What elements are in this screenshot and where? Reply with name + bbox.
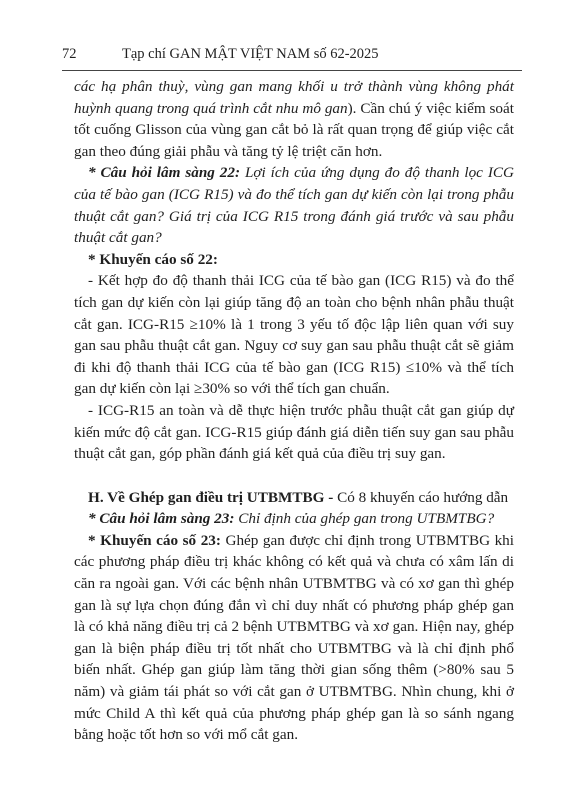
body-text (74, 76, 514, 746)
section-subtitle: Có 8 khuyến cáo hướng dẫn (333, 488, 509, 506)
page-number: 72 (62, 46, 77, 62)
header-rule (62, 70, 522, 71)
clinical-question-22 (74, 162, 514, 248)
recommendation-22-heading: * Khuyến cáo số 22: (88, 250, 218, 268)
recommendation-23 (74, 530, 514, 746)
clinical-question-23 (74, 508, 514, 530)
question-label: * Câu hỏi lâm sàng 23: (88, 510, 235, 528)
section-title: H. Về Ghép gan điều trị UTBMTBG - (88, 488, 334, 506)
paragraph-continuation (74, 76, 514, 162)
recommendation-22-point-1: - Kết hợp đo độ thanh thải ICG của tế bào gan (ICG R15) và đo thể tích gan dự kiến còn lại giúp tăng độ an toàn cho bệnh nhân phẫu thuật cắt gan. ICG-R15 ≥10% là 1 trong 3 yếu tố độc lập liên quan với suy gan sau phẫu thuật cắt gan. Nguy cơ suy gan sau phẫu thuật cắt sẽ giảm đi khi độ thanh thải ICG của tế bào gan (ICG R15) ≤10% và thể tích gan dự kiến còn lại ≥30% so với thể tích gan chuẩn. (74, 272, 514, 398)
running-header (62, 44, 522, 64)
question-text: Lợi ích của ứng dụng đo độ thanh lọc ICG của tế bào gan (ICG R15) và đo thể tích gan dự kiến còn lại trong phẫu thuật cắt gan? Giá trị của ICG R15 trong đánh giá trước và sau phẫu thuật cắt gan? (74, 164, 514, 247)
recommendation-22-point-2: - ICG-R15 an toàn và dễ thực hiện trước phẫu thuật cắt gan giúp dự kiến mức độ cắt gan. ICG-R15 giúp đánh giá diễn tiến suy gan sau phẫu thuật cắt gan, góp phần đánh giá kết quả của điều trị suy gan. (74, 401, 514, 463)
section-h-heading (74, 487, 514, 509)
journal-title: Tạp chí GAN MẬT VIỆT NAM số 62-2025 (122, 46, 379, 62)
question-text: Chỉ định của ghép gan trong UTBMTBG? (234, 510, 495, 528)
recommendation-label: * Khuyến cáo số 23: (88, 531, 221, 549)
question-label: * Câu hỏi lâm sàng 22: (88, 164, 241, 182)
paragraph-text: ). Cần chú ý việc kiểm soát tốt cuống Glisson của vùng gan cắt bỏ là rất quan trọng để giúp việc cắt gan theo đúng giải phẫu và tăng tỷ lệ triệt căn hơn. (74, 99, 514, 160)
recommendation-text: Ghép gan được chỉ định trong UTBMTBG khi các phương pháp điều trị khác không có kết quả và chưa có xâm lấn di căn ra ngoài gan. Với các bệnh nhân UTBMTBG và có xơ gan thì ghép gan là sự lựa chọn đúng đắn vì chỉ duy nhất có phương pháp ghép gan là có khả năng điều trị cả 2 bệnh UTBMTBG và xơ gan. Hiện nay, ghép gan là biện pháp điều trị tốt nhất cho UTBMTBG và là chỉ định phổ biến nhất. Ghép gan giúp làm tăng thời gian sống thêm (>80% sau 5 năm) và giảm tái phát so với cắt gan ở UTBMTBG. Nhìn chung, khi ở mức Child A thì kết quả của phương pháp ghép gan là so sánh ngang bằng hoặc tốt hơn so với mổ cắt gan. (74, 531, 514, 744)
italic-fragment: các hạ phân thuỳ, vùng gan mang khối u trở thành vùng không phát huỳnh quang trong quá trình cắt nhu mô gan (74, 78, 514, 117)
